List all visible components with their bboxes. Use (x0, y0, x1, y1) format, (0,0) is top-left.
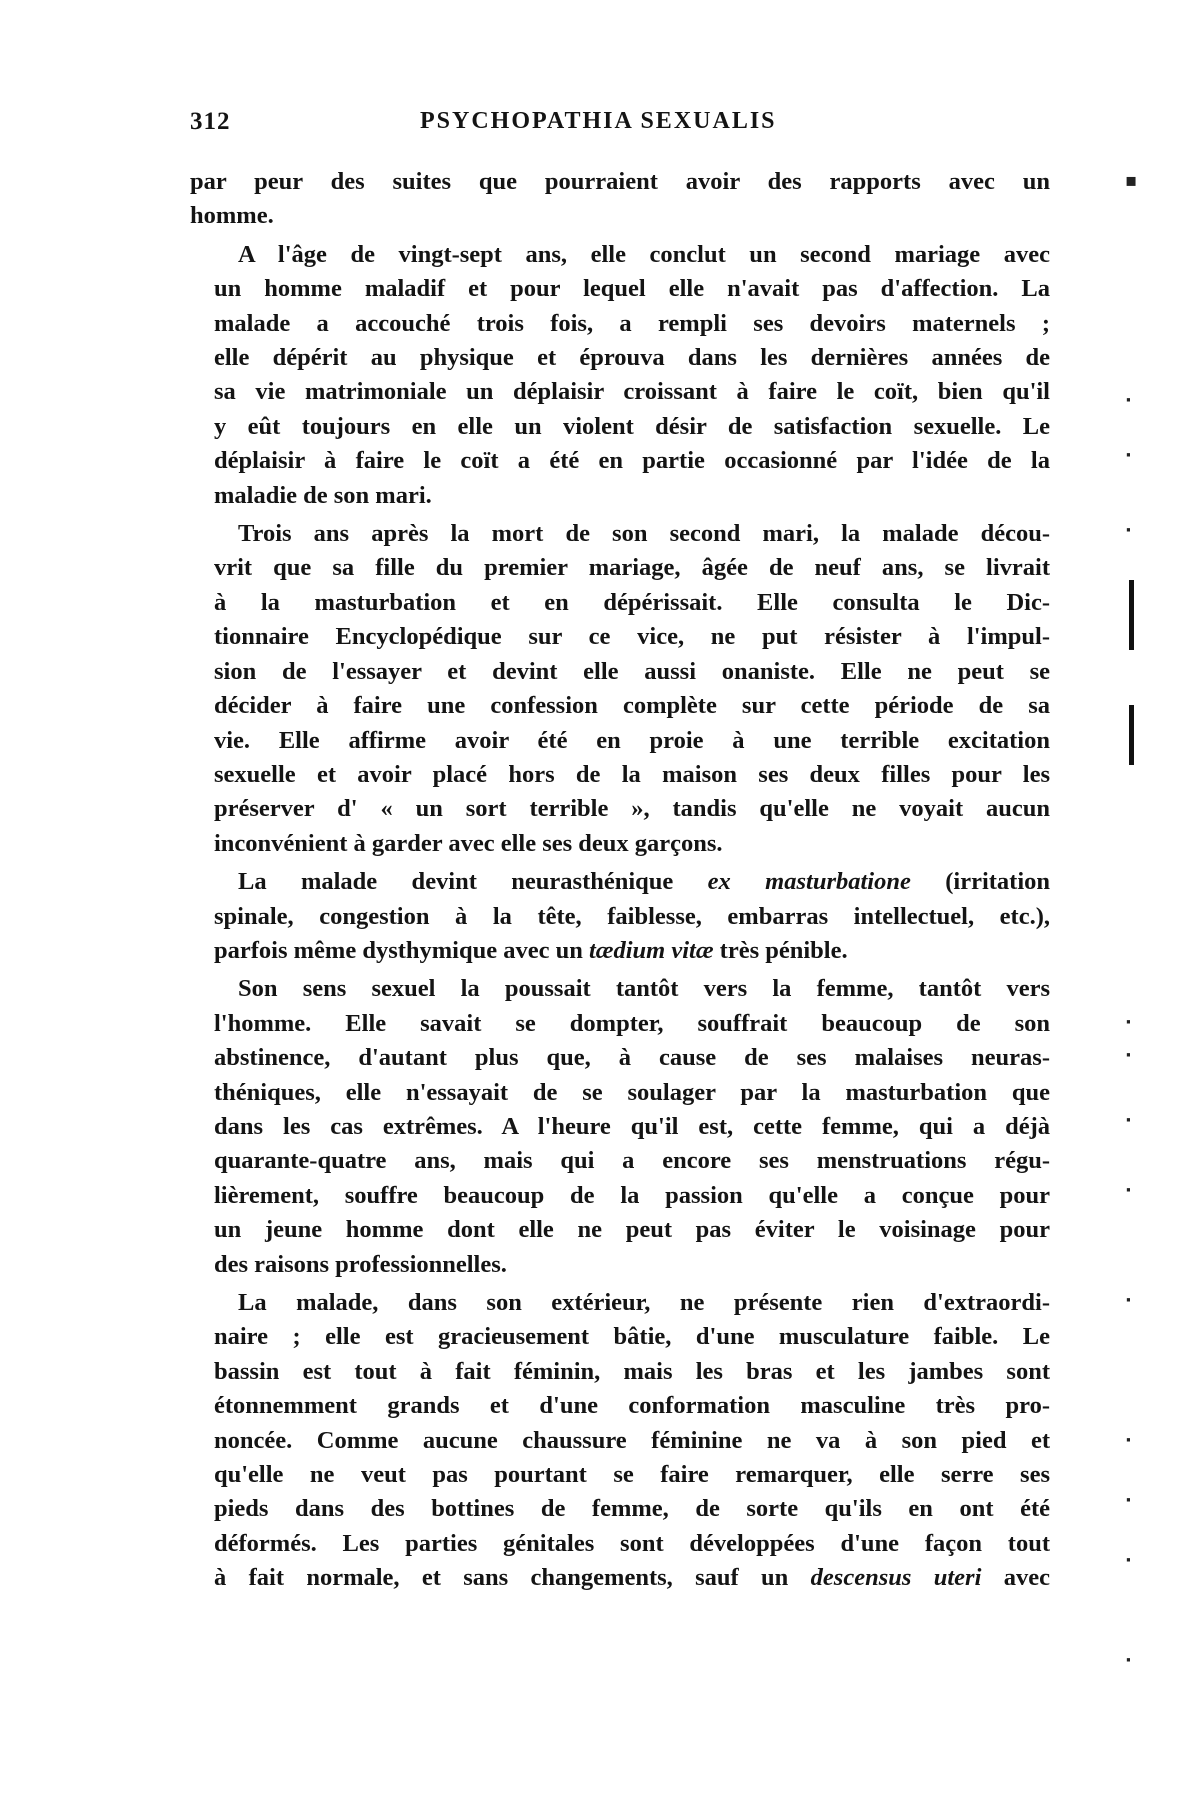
text-line: dans les cas extrêmes. A l'heure qu'il est, cette femme, qui a déjà (214, 1112, 1050, 1140)
text-line: A l'âge de vingt-sept ans, elle conclut un second mariage avec (238, 240, 1050, 268)
text-run: avec (981, 1564, 1050, 1592)
paragraph (190, 865, 1050, 968)
paragraph (190, 165, 1050, 234)
margin-bar (1129, 580, 1134, 650)
running-title: PSYCHOPATHIA SEXUALIS (420, 108, 777, 134)
text-line: noncée. Comme aucune chaussure féminine ne va à son pied et (214, 1426, 1050, 1454)
text-line: inconvénient à garder avec elle ses deux garçons. (214, 829, 723, 857)
text-run: (irritation (910, 868, 1051, 896)
paragraph (190, 238, 1050, 513)
text-line: Son sens sexuel la poussait tantôt vers la femme, tantôt vers (238, 975, 1050, 1003)
margin-speck: · (1125, 1550, 1132, 1571)
margin-speck: · (1125, 445, 1132, 466)
text-run: à fait normale, et sans changements, sauf un (214, 1564, 811, 1592)
text-run: parfois même dysthymique avec un (214, 936, 589, 964)
margin-speck: · (1125, 390, 1132, 411)
text-run: La malade devint neurasthénique (238, 868, 708, 896)
text-line: Trois ans après la mort de son second mari, la malade décou- (238, 520, 1050, 548)
latin-term: ex masturbatione (707, 868, 911, 896)
paragraph (190, 1286, 1050, 1596)
text-line: vrit que sa fille du premier mariage, âgée de neuf ans, se livrait (214, 554, 1050, 582)
page-header (190, 108, 1090, 148)
text-run: très pénible. (713, 936, 848, 964)
text-line: théniques, elle n'essayait de se soulager par la masturbation que (214, 1078, 1050, 1106)
margin-scan-artifacts (1125, 0, 1165, 1800)
text-line: pieds dans des bottines de femme, de sorte qu'ils en ont été (214, 1495, 1050, 1523)
text-line: abstinence, d'autant plus que, à cause de ses malaises neuras- (214, 1044, 1050, 1072)
text-line: maladie de son mari. (214, 481, 432, 509)
text-line: elle dépérit au physique et éprouva dans les dernières années de (214, 344, 1050, 372)
latin-term: descensus uteri (810, 1564, 982, 1592)
margin-bar (1129, 705, 1134, 765)
text-line: tionnaire Encyclopédique sur ce vice, ne put résister à l'impul- (214, 623, 1050, 651)
paragraph (190, 972, 1050, 1282)
text-line: l'homme. Elle savait se dompter, souffrait beaucoup de son (214, 1009, 1050, 1037)
text-line: homme. (190, 202, 274, 230)
page-number: 312 (190, 108, 231, 135)
text-line: à la masturbation et en dépérissait. Elle consulta le Dic- (214, 588, 1050, 616)
margin-speck: · (1125, 1650, 1132, 1671)
text-line: préserver d' « un sort terrible », tandis qu'elle ne voyait aucun (214, 795, 1050, 823)
text-line: vie. Elle affirme avoir été en proie à une terrible excitation (214, 726, 1050, 754)
body-text (190, 165, 1050, 1600)
text-line: étonnemment grands et d'une conformation masculine très pro- (214, 1392, 1050, 1420)
text-line: des raisons professionnelles. (214, 1250, 507, 1278)
text-line: bassin est tout à fait féminin, mais les bras et les jambes sont (214, 1357, 1050, 1385)
text-line (190, 934, 1050, 968)
text-line: déplaisir à faire le coït a été en partie occasionné par l'idée de la (214, 447, 1050, 475)
text-line: qu'elle ne veut pas pourtant se faire remarquer, elle serre ses (214, 1461, 1050, 1489)
text-line: naire ; elle est gracieusement bâtie, d'une musculature faible. Le (214, 1323, 1050, 1351)
latin-term: tædium vitæ (588, 936, 714, 964)
text-line (190, 865, 1050, 899)
margin-speck: ▪ (1125, 170, 1138, 191)
margin-speck: · (1125, 1430, 1132, 1451)
text-line: quarante-quatre ans, mais qui a encore ses menstruations régu- (214, 1147, 1050, 1175)
text-line: déformés. Les parties génitales sont développées d'une façon tout (214, 1529, 1050, 1557)
paragraph (190, 517, 1050, 861)
margin-speck: · (1125, 1045, 1132, 1066)
text-line: sion de l'essayer et devint elle aussi onaniste. Elle ne peut se (214, 657, 1050, 685)
margin-speck: · (1125, 1290, 1132, 1311)
text-line: un homme maladif et pour lequel elle n'avait pas d'affection. La (214, 275, 1050, 303)
margin-speck: · (1125, 1110, 1132, 1131)
text-line: sexuelle et avoir placé hors de la maison ses deux filles pour les (214, 760, 1050, 788)
text-line: par peur des suites que pourraient avoir des rapports avec un (190, 168, 1050, 195)
text-line: y eût toujours en elle un violent désir de satisfaction sexuelle. Le (214, 412, 1050, 440)
text-line: sa vie matrimoniale un déplaisir croissant à faire le coït, bien qu'il (214, 378, 1050, 406)
margin-speck: · (1125, 1012, 1132, 1033)
text-line: malade a accouché trois fois, a rempli ses devoirs maternels ; (214, 309, 1050, 337)
margin-speck: · (1125, 520, 1132, 541)
text-line: La malade, dans son extérieur, ne présente rien d'extraordi- (238, 1289, 1050, 1316)
margin-speck: · (1125, 1180, 1132, 1201)
text-line: un jeune homme dont elle ne peut pas éviter le voisinage pour (214, 1216, 1050, 1244)
text-line: spinale, congestion à la tête, faiblesse, embarras intellectuel, etc.), (214, 902, 1050, 930)
margin-speck: · (1125, 1490, 1132, 1511)
text-line: lièrement, souffre beaucoup de la passion qu'elle a conçue pour (214, 1181, 1050, 1209)
text-line (190, 1561, 1050, 1595)
text-line: décider à faire une confession complète sur cette période de sa (214, 692, 1050, 720)
